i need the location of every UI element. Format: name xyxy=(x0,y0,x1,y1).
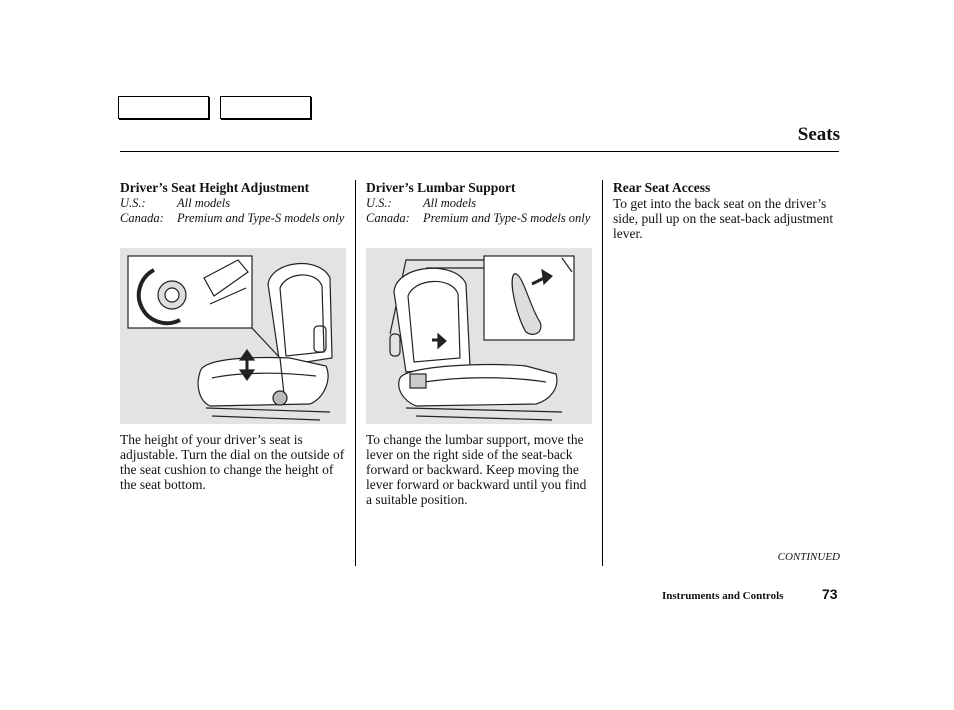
availability-label: Canada: xyxy=(366,211,410,225)
lumbar-lever-illustration xyxy=(366,248,592,424)
column-divider xyxy=(602,180,603,566)
footer-section-title: Instruments and Controls xyxy=(662,590,784,602)
availability-label: U.S.: xyxy=(120,196,146,210)
availability-value: Premium and Type-S models only xyxy=(423,211,591,225)
seat-height-dial-illustration xyxy=(120,248,346,424)
lumbar-support-section xyxy=(366,180,594,226)
seat-height-illustration-svg xyxy=(120,248,346,424)
availability-label: Canada: xyxy=(120,211,164,225)
title-divider xyxy=(120,151,839,152)
section-heading: Driver’s Seat Height Adjustment xyxy=(120,180,310,195)
availability-label: U.S.: xyxy=(366,196,392,210)
nav-tab-1[interactable] xyxy=(118,96,209,119)
section-body: To change the lumbar support, move the lever on the right side of the seat-back forward or backward. Keep moving the lever forward or backward until you find a suitable position. xyxy=(366,432,587,507)
section-heading: Driver’s Lumbar Support xyxy=(366,180,516,195)
nav-tab-2[interactable] xyxy=(220,96,311,119)
availability-value: All models xyxy=(423,196,477,210)
section-body: The height of your driver’s seat is adjustable. Turn the dial on the outside of the seat cushion to change the height of the seat bottom. xyxy=(120,432,345,492)
section-body: To get into the back seat on the driver’s side, pull up on the seat-back adjustment lever. xyxy=(613,196,834,241)
availability-list xyxy=(366,196,594,226)
section-heading: Rear Seat Access xyxy=(613,180,711,195)
page-number: 73 xyxy=(822,586,838,602)
availability-value: All models xyxy=(177,196,231,210)
lumbar-illustration-svg xyxy=(366,248,592,424)
availability-value: Premium and Type-S models only xyxy=(177,211,345,225)
page-title: Seats xyxy=(797,124,840,145)
continued-label: CONTINUED xyxy=(777,551,840,563)
rear-seat-access-section xyxy=(613,180,841,241)
column-divider xyxy=(355,180,356,566)
availability-list xyxy=(120,196,348,226)
seat-height-section xyxy=(120,180,348,226)
